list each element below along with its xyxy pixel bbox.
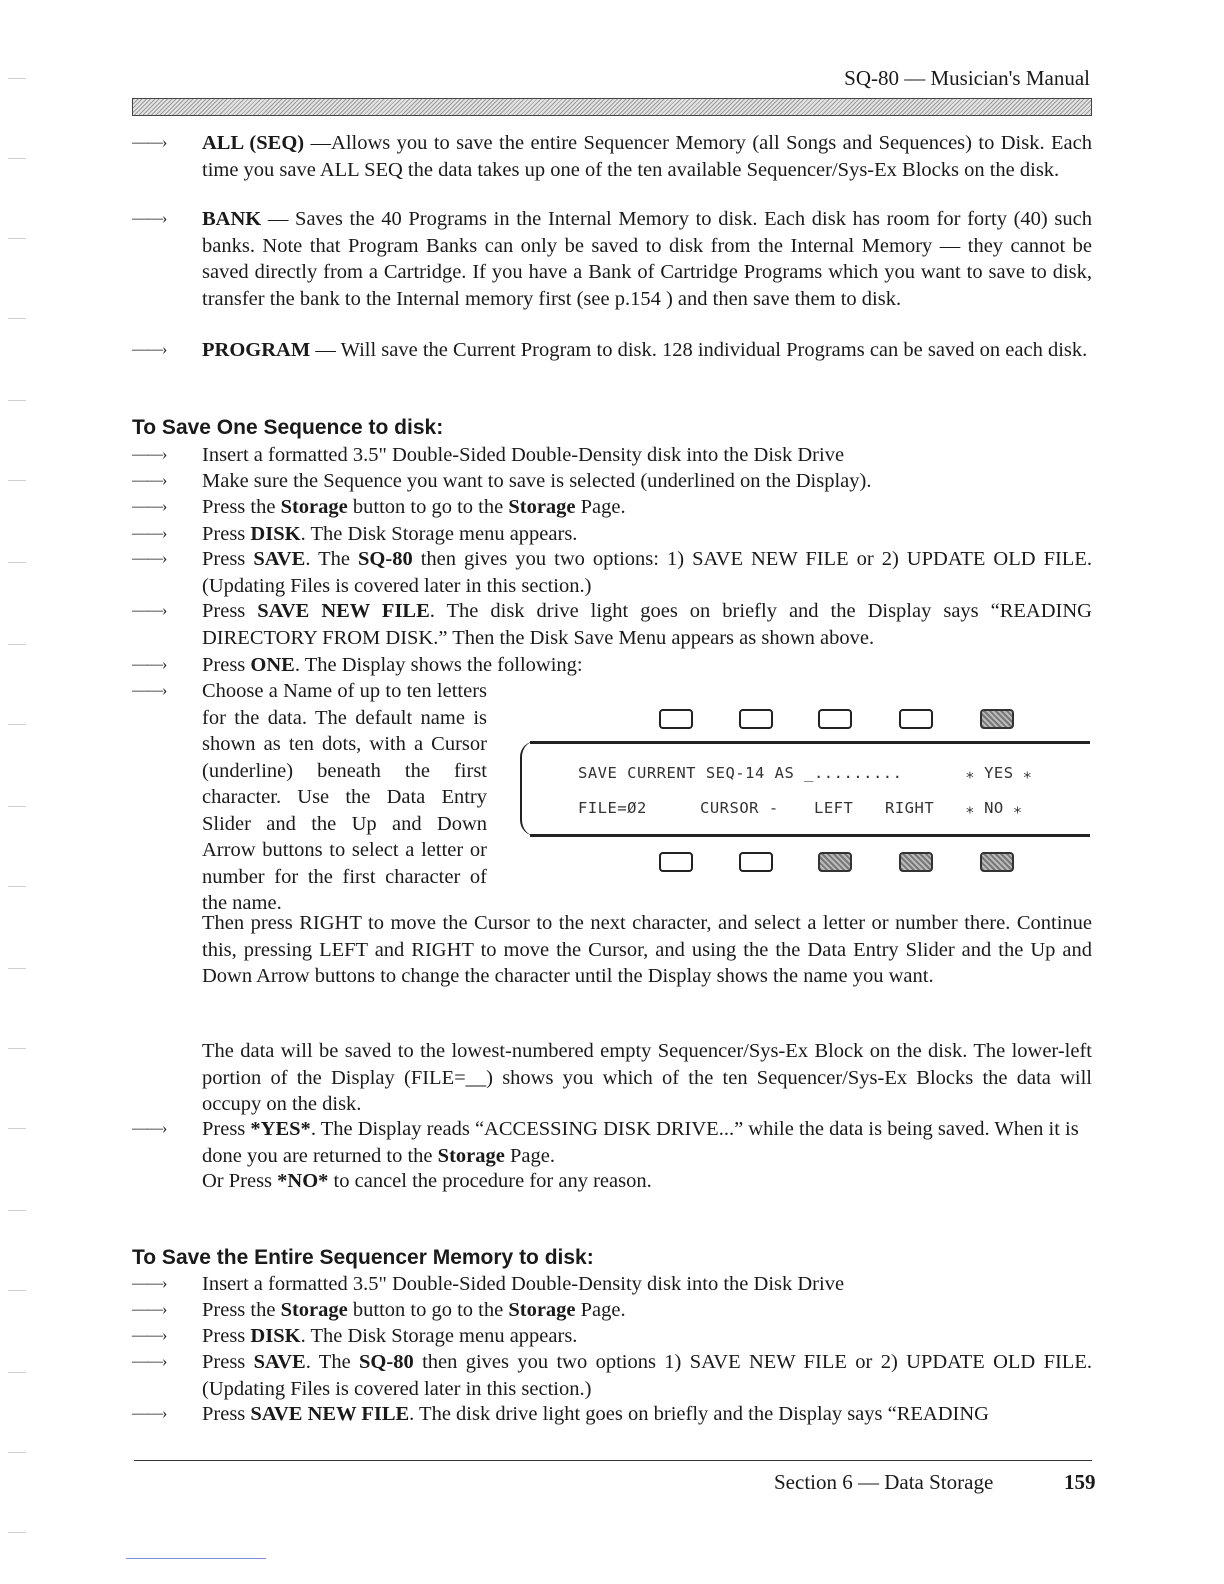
margin-tick	[8, 886, 26, 887]
step-text: Insert a formatted 3.5" Double-Sided Double-Density disk into the Disk Drive	[202, 1273, 845, 1295]
margin-tick	[8, 238, 26, 239]
section-heading: To Save the Entire Sequencer Memory to disk:	[132, 1246, 594, 1269]
running-head: SQ-80 — Musician's Manual	[844, 66, 1090, 90]
arrow-icon: ——›	[132, 1301, 167, 1318]
step-bold: SAVE	[253, 1351, 306, 1373]
step-text: . The Display shows the following:	[294, 654, 583, 676]
arrow-icon: ——›	[132, 210, 167, 227]
step-bold: Storage	[437, 1144, 505, 1167]
margin-tick	[8, 1128, 26, 1129]
soft-button-lit	[980, 852, 1014, 872]
step-bold: SQ-80	[358, 548, 413, 570]
margin-tick	[8, 1210, 26, 1211]
margin-tick	[8, 158, 26, 159]
step-text: Choose a Name of up to ten letters for the data. The default name is shown as ten dots, with a Cursor (underline) beneath the first character. Use the Data Entry Slider and the Up and Down Arrow buttons to select a letter or number for the first character of the name.	[202, 680, 487, 914]
soft-button-lit	[818, 852, 852, 872]
step-bold: DISK	[250, 1325, 301, 1347]
margin-tick	[8, 1452, 26, 1453]
footer-rule	[134, 1460, 1092, 1461]
lcd-frame	[520, 741, 1090, 836]
step-text: Press	[202, 1351, 254, 1373]
step	[132, 494, 1092, 521]
step-text: Page.	[575, 496, 626, 518]
arrow-icon: ——›	[132, 134, 167, 151]
margin-tick	[8, 318, 26, 319]
step	[132, 1297, 1092, 1324]
step	[132, 1401, 1092, 1428]
item-text: —Allows you to save the entire Sequencer Memory (all Songs and Sequences) to Disk. Each time you save ALL SEQ the data takes up one of the ten available Sequencer/Sys-Ex Blocks on the disk.	[202, 132, 1092, 181]
step-text: . The disk drive light goes on briefly and the Display says “READING DIRECTORY FROM DISK.” Then the Disk Save Menu appears as shown above.	[202, 600, 1092, 649]
margin-tick	[8, 1532, 26, 1533]
arrow-icon: ——›	[132, 602, 167, 619]
step-bold: ONE	[250, 654, 295, 676]
margin-tick	[8, 480, 26, 481]
soft-button-lit	[899, 852, 933, 872]
step-text: . The	[305, 1351, 360, 1373]
item-term: BANK	[202, 208, 262, 230]
arrow-icon: ——›	[132, 472, 167, 489]
step	[132, 678, 487, 917]
step	[132, 468, 1092, 495]
section-heading: To Save One Sequence to disk:	[132, 416, 444, 439]
step	[132, 1323, 1092, 1350]
soft-button	[899, 709, 933, 729]
step-text: Press	[202, 548, 254, 570]
soft-button	[739, 852, 773, 872]
step-text: Press the	[202, 496, 281, 518]
step-text: . The Display reads “ACCESSING DISK DRIVE...” while the data is being saved. When it is done you are returned to the	[202, 1118, 1079, 1167]
step-bold: SAVE	[253, 548, 306, 570]
lcd-left-label: LEFT	[814, 799, 854, 817]
soft-button	[659, 709, 693, 729]
step	[132, 546, 1092, 599]
header-bar	[132, 98, 1092, 116]
step-text: . The Disk Storage menu appears.	[300, 1325, 578, 1347]
soft-button	[659, 852, 693, 872]
step-text: Press	[202, 654, 251, 676]
step-text: Insert a formatted 3.5" Double-Sided Double-Density disk into the Disk Drive	[202, 444, 845, 466]
step	[132, 1349, 1092, 1402]
step-bold: Storage	[508, 1299, 576, 1321]
step-text: Make sure the Sequence you want to save is selected (underlined on the Display).	[202, 470, 872, 492]
lcd-cursor-label: CURSOR -	[700, 799, 779, 817]
margin-tick	[8, 1372, 26, 1373]
arrow-icon: ——›	[132, 341, 167, 358]
arrow-icon: ——›	[132, 1353, 167, 1370]
step-text: . The	[305, 548, 359, 570]
arrow-icon: ——›	[132, 1405, 167, 1422]
note-paragraph: The data will be saved to the lowest-numbered empty Sequencer/Sys-Ex Block on the disk. The lower-left portion of the Display (FILE=__) shows you which of the ten Sequencer/Sys-Ex Blocks the data will occupy on the disk.	[202, 1040, 1092, 1115]
step-text: Page.	[575, 1299, 626, 1321]
margin-tick	[8, 78, 26, 79]
scan-edge-line	[126, 1558, 266, 1559]
footer-section: Section 6 — Data Storage	[774, 1470, 994, 1494]
item-text: — Saves the 40 Programs in the Internal Memory to disk. Each disk has room for forty (40) such banks. Note that Program Banks can only be saved to disk from the Internal Memory — they cannot be saved directly from a Cartridge. If you have a Bank of Cartridge Programs which you want to save to disk, transfer the bank to the Internal memory first (see p.154 ) and then save them to disk.	[202, 208, 1092, 310]
arrow-icon: ——›	[132, 1327, 167, 1344]
arrow-icon: ——›	[132, 498, 167, 515]
lcd-yes-label: ⁎ YES ⁎	[966, 764, 1032, 782]
step-text: button to go to the	[347, 496, 509, 518]
step-text: Press	[202, 1403, 251, 1425]
item-term: ALL (SEQ)	[202, 132, 305, 154]
margin-tick	[8, 724, 26, 725]
arrow-icon: ——›	[132, 446, 167, 463]
arrow-icon: ——›	[132, 525, 167, 542]
arrow-icon: ——›	[132, 656, 167, 673]
step-text: button to go to the	[347, 1299, 509, 1321]
lcd-save-prompt: SAVE CURRENT SEQ-14 AS _.........	[578, 764, 903, 782]
step-bold: Storage	[280, 496, 348, 518]
step-alternative	[202, 1168, 1092, 1195]
arrow-icon: ——›	[132, 1275, 167, 1292]
step	[132, 442, 1092, 469]
step-text: then gives you two options 1) SAVE NEW FILE or 2) UPDATE OLD FILE. (Updating Files is covered later in this section.)	[202, 1351, 1092, 1400]
step	[132, 1116, 1092, 1169]
step-text: . The disk drive light goes on briefly and the Display says “READING	[409, 1403, 989, 1425]
step	[132, 1271, 1092, 1298]
step-text: Press	[202, 600, 258, 622]
step	[132, 521, 1092, 548]
page-number: 159	[1064, 1470, 1096, 1494]
step-bold: DISK	[250, 523, 301, 545]
item-term: PROGRAM	[202, 339, 311, 361]
step-text: Press	[202, 1118, 251, 1140]
lcd-no-label: ⁎ NO ⁎	[966, 799, 1022, 817]
list-item	[132, 206, 1092, 312]
step-text: Press the	[202, 1299, 281, 1321]
soft-button	[818, 709, 852, 729]
arrow-icon: ——›	[132, 550, 167, 567]
soft-button	[739, 709, 773, 729]
soft-button-lit	[980, 709, 1014, 729]
lcd-file-number: FILE=Ø2	[578, 799, 647, 817]
margin-tick	[8, 562, 26, 563]
margin-tick	[8, 806, 26, 807]
margin-tick	[8, 968, 26, 969]
step-text: Page.	[504, 1144, 555, 1167]
step-bold: *YES*	[250, 1118, 311, 1140]
step-bold: SAVE NEW FILE	[257, 600, 430, 622]
step-text: to cancel the procedure for any reason.	[328, 1170, 652, 1192]
list-item	[132, 130, 1092, 183]
step-bold: SQ-80	[359, 1351, 414, 1373]
margin-tick	[8, 644, 26, 645]
step-text: then gives you two options: 1) SAVE NEW FILE or 2) UPDATE OLD FILE. (Updating Files is covered later in this section.)	[202, 548, 1092, 597]
lcd-right-label: RIGHT	[885, 799, 935, 817]
step-text: Press	[202, 1325, 251, 1347]
margin-tick	[8, 1048, 26, 1049]
lcd-border-bottom	[530, 834, 1090, 837]
step-bold: Storage	[508, 496, 576, 518]
step	[132, 598, 1092, 651]
lcd-border-top	[530, 741, 1090, 744]
step-bold: Storage	[280, 1299, 348, 1321]
step-text: Press	[202, 523, 251, 545]
step-bold: SAVE NEW FILE	[250, 1403, 410, 1425]
step-continuation: Then press RIGHT to move the Cursor to the next character, and select a letter or number there. Continue this, pressing LEFT and RIGHT to move the Cursor, and using the the Data Entry Slider and the Up and Down Arrow buttons to change the character until the Display shows the name you want.	[202, 912, 1092, 987]
step	[132, 652, 1092, 679]
list-item	[132, 337, 1092, 364]
arrow-icon: ——›	[132, 1120, 167, 1137]
item-text: — Will save the Current Program to disk. 128 individual Programs can be saved on each disk.	[310, 339, 1088, 361]
step-bold: *NO*	[277, 1170, 329, 1192]
step-text: Or Press	[202, 1170, 278, 1192]
margin-tick	[8, 1290, 26, 1291]
step-text: . The Disk Storage menu appears.	[300, 523, 578, 545]
arrow-icon: ——›	[132, 682, 167, 699]
margin-tick	[8, 400, 26, 401]
